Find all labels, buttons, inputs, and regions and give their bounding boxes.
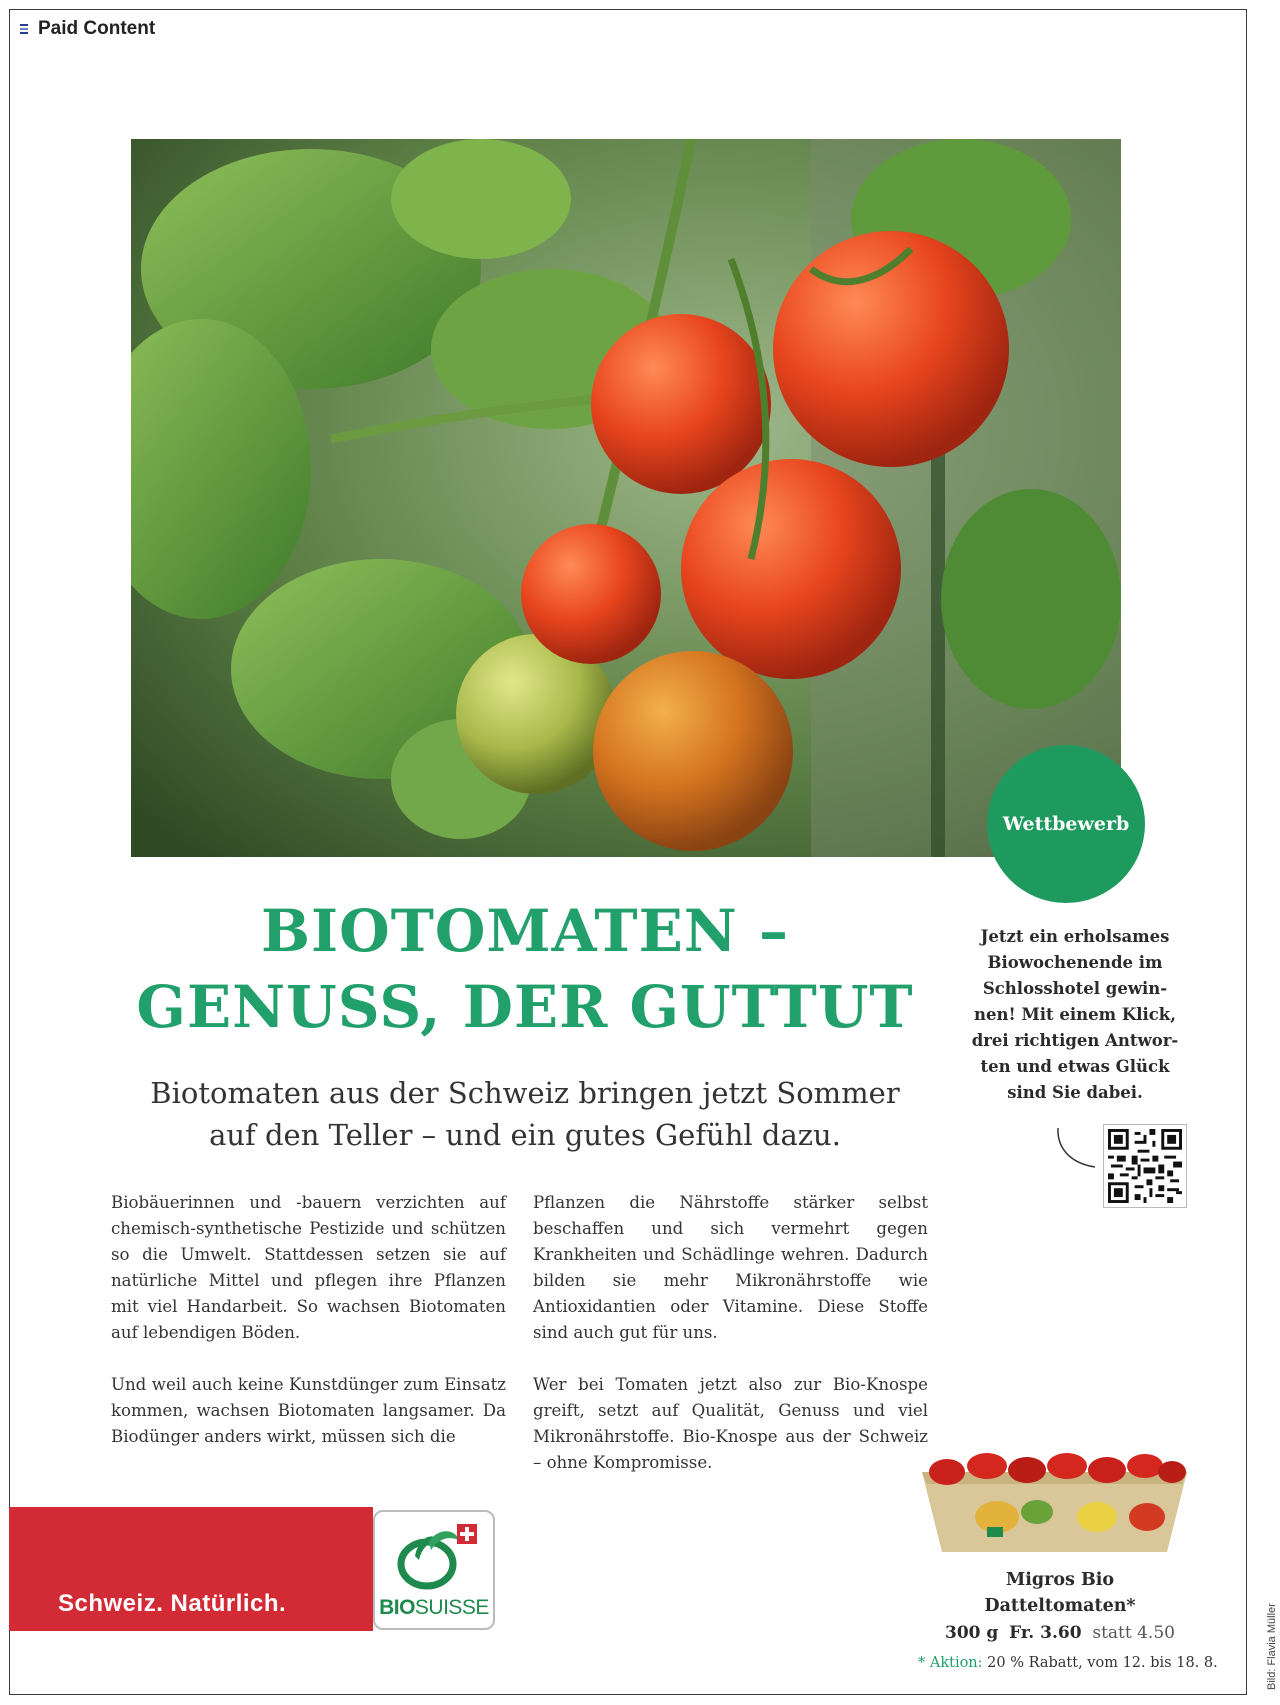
subtitle-line-2: auf den Teller – und ein gutes Gefühl dazu.	[209, 1118, 841, 1152]
promo-note	[918, 1655, 1218, 1671]
article-column-1	[111, 1190, 506, 1476]
contest-badge[interactable]	[987, 745, 1145, 903]
product-weight: 300 g	[945, 1623, 999, 1643]
paragraph: Und weil auch keine Kunstdünger zum Einsatz kommen, wachsen Biotomaten langsamer. Da Biodünger anders wirkt, müssen sich die	[111, 1375, 506, 1446]
product-image	[917, 1452, 1192, 1557]
product-name-line-1: Migros Bio	[1005, 1570, 1115, 1590]
pointer-arrow-icon	[1055, 1125, 1099, 1171]
contest-line: ten und etwas Glück	[980, 1057, 1170, 1076]
product-price	[910, 1619, 1210, 1647]
product-price-value: Fr. 3.60	[1009, 1623, 1082, 1643]
paragraph: Pflanzen die Nährstoffe stärker selbst beschaffen und sich vermehrt gegen Krankheiten und Schädlinge wehren. Dadurch bilden sie mehr Mikronährstoffe wie Antioxidantien oder Vitamine. Diese Stoffe sind auch gut für uns.	[533, 1193, 928, 1342]
paid-content-label	[20, 18, 155, 40]
subtitle-line-1: Biotomaten aus der Schweiz bringen jetzt Sommer	[150, 1076, 900, 1110]
photo-credit: Bild: Flavia Müller	[1266, 1603, 1278, 1690]
bud-logo-icon	[375, 1516, 493, 1594]
menu-icon	[20, 24, 28, 34]
contest-line: nen! Mit einem Klick,	[974, 1005, 1176, 1024]
promo-text: 20 % Rabatt, vom 12. bis 18. 8.	[987, 1655, 1218, 1671]
article-subtitle	[110, 1072, 940, 1156]
paid-content-text: Paid Content	[38, 18, 156, 39]
contest-line: Jetzt ein erholsames	[980, 927, 1170, 946]
slogan-text: Schweiz. Natürlich.	[58, 1590, 287, 1617]
logo-bio-text: BIO	[379, 1596, 415, 1619]
logo-suisse-text: SUISSE	[414, 1596, 489, 1619]
contest-line: drei richtigen Antwor-	[971, 1031, 1179, 1050]
product-old-price: statt 4.50	[1092, 1623, 1175, 1643]
bio-suisse-wordmark	[375, 1596, 493, 1620]
title-line-2: GENUSS, DER GUTTUT	[136, 973, 914, 1041]
article-title	[110, 893, 940, 1045]
product-info	[910, 1567, 1210, 1647]
contest-line: Biowochenende im	[987, 953, 1163, 972]
qr-code[interactable]	[1103, 1124, 1187, 1208]
article-column-2	[533, 1190, 928, 1502]
contest-line: sind Sie dabei.	[1007, 1083, 1143, 1102]
qr-code-icon	[1108, 1129, 1182, 1203]
hero-tomato-image	[131, 139, 1121, 857]
paragraph: Biobäuerinnen und -bauern verzichten auf chemisch-synthetische Pestizide und schützen so die Umwelt. Stattdessen setzen sie auf natürliche Mittel und pflegen ihre Pflanzen mit viel Handarbeit. So wachsen Biotomaten auf lebendigen Böden.	[111, 1193, 506, 1342]
title-line-1: BIOTOMATEN –	[261, 897, 789, 965]
contest-line: Schlosshotel gewin-	[982, 979, 1168, 998]
paragraph: Wer bei Tomaten jetzt also zur Bio-Knospe greift, setzt auf Qualität, Genuss und viel Mikronährstoffe. Bio-Knospe aus der Schweiz – ohne Kompromisse.	[533, 1375, 928, 1472]
bio-suisse-logo	[373, 1510, 495, 1630]
contest-badge-label: Wettbewerb	[1002, 813, 1130, 835]
contest-text	[960, 924, 1190, 1106]
product-name-line-2: Datteltomaten*	[984, 1596, 1136, 1616]
promo-label: * Aktion:	[918, 1655, 983, 1671]
